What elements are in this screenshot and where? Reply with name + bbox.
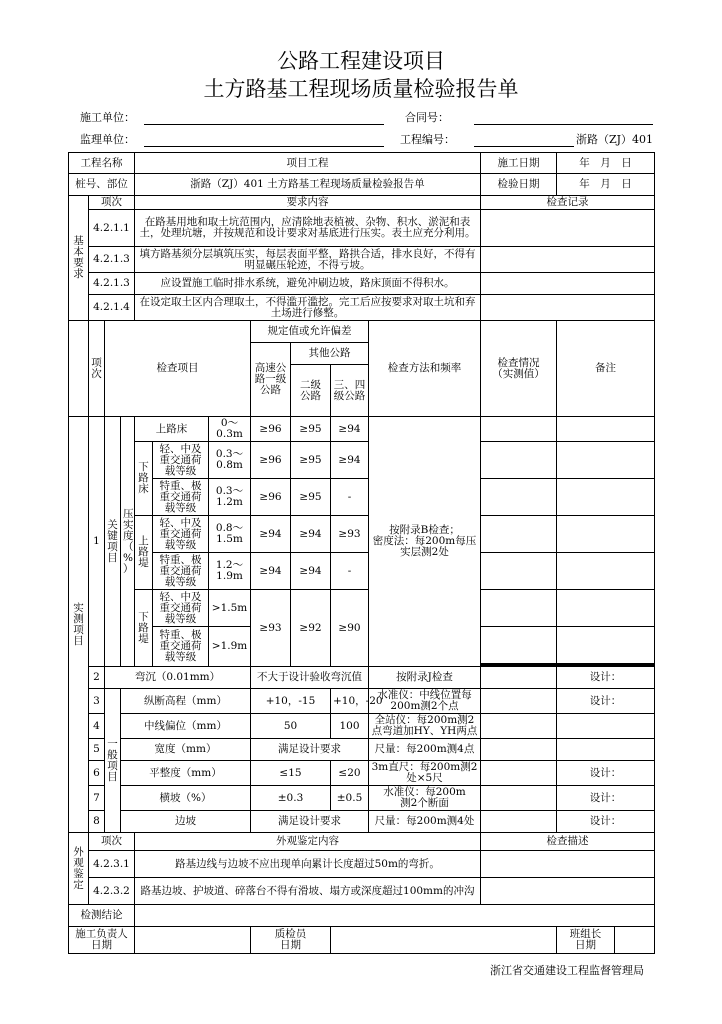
traffic-level: 轻、中及 重交通荷 载等级 [153, 442, 209, 479]
row-no: 4 [89, 714, 105, 739]
row-no: 3 [89, 689, 105, 714]
spec-highway: ≥96 [251, 417, 291, 442]
traffic-level: 特重、极 重交通荷 载等级 [153, 627, 209, 667]
width-spec: 满足设计要求 [251, 739, 369, 761]
compaction-label: 压 实 度 （ % ） [121, 417, 135, 667]
construction-date-label: 施工日期 [481, 153, 557, 174]
upper-embankment-label: 上 路 堤 [135, 516, 153, 590]
basic-requirements-label: 基 本 要 求 [69, 196, 89, 321]
spec-class2: ≥95 [291, 442, 331, 479]
basic-col-record: 检查记录 [481, 196, 655, 210]
inspection-date-label: 检验日期 [481, 174, 557, 196]
flatness-label: 平整度（mm） [121, 761, 251, 786]
station-label: 桩号、部位 [69, 174, 135, 196]
key-items-label: 关 键 项 目 [105, 417, 121, 667]
project-name-label: 工程名称 [69, 153, 135, 174]
flatness-method: 3m直尺：每200m测2 处×5尺 [369, 761, 481, 786]
basic-row-text: 在设定取土区内合理取土，不得滥开滥挖。完工后应按要求对取土坑和弃土场进行修整。 [135, 295, 481, 321]
form-code: 浙路（ZJ）401 [576, 133, 654, 146]
project-no-field[interactable] [474, 146, 574, 147]
basic-row-text: 填方路基须分层填筑压实，每层表面平整，路拱合适，排水良好，不得有明显碾压轮迹，不得亏坡。 [135, 247, 481, 273]
depth: 0.3～ 1.2m [209, 479, 251, 516]
spec-highway: ≥96 [251, 479, 291, 516]
basic-row-text: 在路基用地和取土坑范围内，应清除地表植被、杂物、积水、淤泥和表土，处理坑塘，并按规范和设计要求对基底进行压实。表土应充分利用。 [135, 210, 481, 247]
offset-highway: 50 [251, 714, 331, 739]
conclusion-label: 检测结论 [69, 905, 135, 927]
remark-cell[interactable] [557, 479, 655, 516]
remark-cell[interactable] [557, 417, 655, 442]
basic-row-record[interactable] [481, 295, 655, 321]
result-cell[interactable] [481, 811, 557, 833]
result-cell[interactable] [481, 786, 557, 811]
appearance-row-record[interactable] [481, 878, 655, 905]
upper-bed-label: 上路床 [135, 417, 209, 442]
flatness-highway: ≤15 [251, 761, 331, 786]
width-label: 宽度（mm） [121, 739, 251, 761]
remark-cell[interactable] [557, 714, 655, 739]
result-cell[interactable] [481, 553, 557, 590]
basic-row-text: 应设置施工临时排水系统，避免冲刷边坡，路床顶面不得积水。 [135, 273, 481, 295]
row-no: 1 [89, 417, 105, 667]
team-sign-field[interactable] [615, 927, 655, 954]
depth: 0.3～ 0.8m [209, 442, 251, 479]
spec-class34: ≥94 [331, 417, 369, 442]
lower-bed-label: 下 路 床 [135, 442, 153, 516]
measured-col-other: 其他公路 [291, 343, 369, 365]
spec-class2: ≥95 [291, 417, 331, 442]
basic-row-record[interactable] [481, 210, 655, 247]
slope-other: ±0.5 [331, 786, 369, 811]
result-cell[interactable] [481, 714, 557, 739]
design-value[interactable]: 设计： [557, 811, 655, 833]
measured-col-class34: 三、四 级公路 [331, 365, 369, 417]
result-cell[interactable] [481, 739, 557, 761]
construction-date-value[interactable]: 年 月 日 [557, 153, 655, 174]
measured-col-highway: 高速公 路一级 公路 [251, 343, 291, 417]
result-cell[interactable] [481, 667, 557, 689]
result-cell[interactable] [481, 417, 557, 442]
qc-sign-field[interactable] [331, 927, 557, 954]
measured-col-remark: 备注 [557, 321, 655, 417]
compaction-method: 按附录B检查； 密度法：每200m每压 实层测2处 [369, 417, 481, 667]
result-cell[interactable] [481, 590, 557, 627]
spec-highway: ≥96 [251, 442, 291, 479]
row-no: 6 [89, 761, 105, 786]
slope-highway: ±0.3 [251, 786, 331, 811]
supervisor-label: 监理单位： [80, 133, 135, 146]
basic-col-item: 项次 [89, 196, 135, 210]
result-cell[interactable] [481, 761, 557, 786]
remark-cell[interactable] [557, 553, 655, 590]
project-name-value: 项目工程 [135, 153, 481, 174]
remark-cell[interactable] [557, 516, 655, 553]
spec-class34: ≥93 [331, 516, 369, 553]
inspection-table [68, 152, 655, 954]
side-slope-spec: 满足设计要求 [251, 811, 369, 833]
traffic-level: 特重、极 重交通荷 载等级 [153, 479, 209, 516]
contractor-field[interactable] [144, 124, 384, 125]
measured-col-check: 检查项目 [105, 321, 251, 417]
depth: 1.2～ 1.9m [209, 553, 251, 590]
remark-cell[interactable] [557, 739, 655, 761]
measured-section-label: 实 测 项 目 [69, 417, 89, 833]
basic-row-id: 4.2.1.4 [89, 295, 135, 321]
slope-method: 水准仪：每200m 测2个断面 [369, 786, 481, 811]
spec-highway: ≥93 [251, 590, 291, 667]
appearance-row-record[interactable] [481, 851, 655, 878]
traffic-level: 轻、中及 重交通荷 载等级 [153, 516, 209, 553]
appearance-col-item: 项次 [89, 833, 135, 851]
result-cell[interactable] [481, 479, 557, 516]
traffic-level: 轻、中及 重交通荷 载等级 [153, 590, 209, 627]
elevation-highway: +10，-15 [251, 689, 331, 714]
depth: 0～ 0.3m [209, 417, 251, 442]
builder-sign-field[interactable] [135, 927, 251, 954]
appearance-row-id: 4.2.3.1 [89, 851, 135, 878]
row-no: 8 [89, 811, 105, 833]
builder-sign-label: 施工负责人 日期 [69, 927, 135, 954]
depth: >1.5m [209, 590, 251, 627]
result-cell[interactable] [481, 627, 557, 664]
measured-col-spec: 规定值或允许偏差 [251, 321, 369, 343]
measured-col-item: 项 次 [89, 321, 105, 417]
design-value[interactable]: 设计： [557, 761, 655, 786]
measured-header-blank [69, 321, 89, 417]
offset-label: 中线偏位（mm） [121, 714, 251, 739]
appearance-row-text: 路基边坡、护坡道、碎落台不得有滑坡、塌方或深度超过100mm的冲沟 [135, 878, 481, 905]
row-no: 5 [89, 739, 105, 761]
inspection-date-value[interactable]: 年 月 日 [557, 174, 655, 196]
deflection-method: 按附录J检查 [369, 667, 481, 689]
remark-cell[interactable] [557, 627, 655, 664]
appearance-col-record: 检查描述 [481, 833, 655, 851]
result-cell[interactable] [481, 442, 557, 479]
qc-sign-label: 质检员 日期 [251, 927, 331, 954]
elevation-other: +10，-20 [331, 689, 369, 714]
measured-col-result: 检查情况 （实测值） [481, 321, 557, 417]
row-no: 7 [89, 786, 105, 811]
side-slope-label: 边坡 [121, 811, 251, 833]
flatness-other: ≤20 [331, 761, 369, 786]
elevation-method: 水准仪：中线位置每 200m测2个点 [369, 689, 481, 714]
offset-method: 全站仪：每200m测2 点弯道加HY、YH两点 [369, 714, 481, 739]
remark-cell[interactable] [557, 442, 655, 479]
project-no-label: 工程编号： [400, 133, 455, 146]
spec-highway: ≥94 [251, 553, 291, 590]
station-value: 浙路（ZJ）401 土方路基工程现场质量检验报告单 [135, 174, 481, 196]
depth: >1.9m [209, 627, 251, 667]
spec-class34: ≥90 [331, 590, 369, 667]
report-title-line2: 土方路基工程现场质量检验报告单 [203, 77, 519, 101]
deflection-spec: 不大于设计验收弯沉值 [251, 667, 369, 689]
spec-class34: - [331, 553, 369, 590]
design-value[interactable]: 设计： [557, 689, 655, 714]
result-cell[interactable] [481, 516, 557, 553]
basic-row-record[interactable] [481, 247, 655, 273]
basic-col-content: 要求内容 [135, 196, 481, 210]
conclusion-value[interactable] [135, 905, 655, 927]
supervisor-field[interactable] [144, 146, 384, 147]
measured-col-class2: 二级 公路 [291, 365, 331, 417]
basic-row-record[interactable] [481, 273, 655, 295]
offset-other: 100 [331, 714, 369, 739]
report-title-line1: 公路工程建设项目 [277, 49, 445, 73]
slope-label: 横坡（%） [121, 786, 251, 811]
spec-class2: ≥95 [291, 479, 331, 516]
team-sign-label: 班组长 日期 [557, 927, 615, 954]
remark-cell[interactable] [557, 590, 655, 627]
basic-row-id: 4.2.1.3 [89, 273, 135, 295]
design-value[interactable]: 设计： [557, 786, 655, 811]
contract-no-label: 合同号： [405, 111, 449, 124]
spec-highway: ≥94 [251, 516, 291, 553]
lower-embankment-label: 下 路 堤 [135, 590, 153, 667]
issuer: 浙江省交通建设工程监督管理局 [490, 964, 644, 977]
general-items-label: 一 般 项 目 [105, 689, 121, 833]
result-cell[interactable] [481, 689, 557, 714]
spec-class2: ≥92 [291, 590, 331, 667]
design-value[interactable]: 设计： [557, 667, 655, 689]
basic-row-id: 4.2.1.1 [89, 210, 135, 247]
appearance-row-text: 路基边线与边坡不应出现单向累计长度超过50m的弯折。 [135, 851, 481, 878]
row-no: 2 [89, 667, 105, 689]
appearance-col-content: 外观鉴定内容 [135, 833, 481, 851]
elevation-label: 纵断高程（mm） [121, 689, 251, 714]
spec-class34: - [331, 479, 369, 516]
deflection-label: 弯沉（0.01mm） [105, 667, 251, 689]
traffic-level: 特重、极 重交通荷 载等级 [153, 553, 209, 590]
contractor-label: 施工单位： [80, 111, 135, 124]
measured-col-method: 检查方法和频率 [369, 321, 481, 417]
width-method: 尺量：每200m测4点 [369, 739, 481, 761]
appearance-label: 外 观 鉴 定 [69, 833, 89, 905]
spec-class34: ≥94 [331, 442, 369, 479]
spec-class2: ≥94 [291, 516, 331, 553]
appearance-row-id: 4.2.3.2 [89, 878, 135, 905]
contract-no-field[interactable] [474, 124, 653, 125]
basic-row-id: 4.2.1.3 [89, 247, 135, 273]
spec-class2: ≥94 [291, 553, 331, 590]
depth: 0.8～ 1.5m [209, 516, 251, 553]
side-slope-method: 尺量：每200m测4处 [369, 811, 481, 833]
